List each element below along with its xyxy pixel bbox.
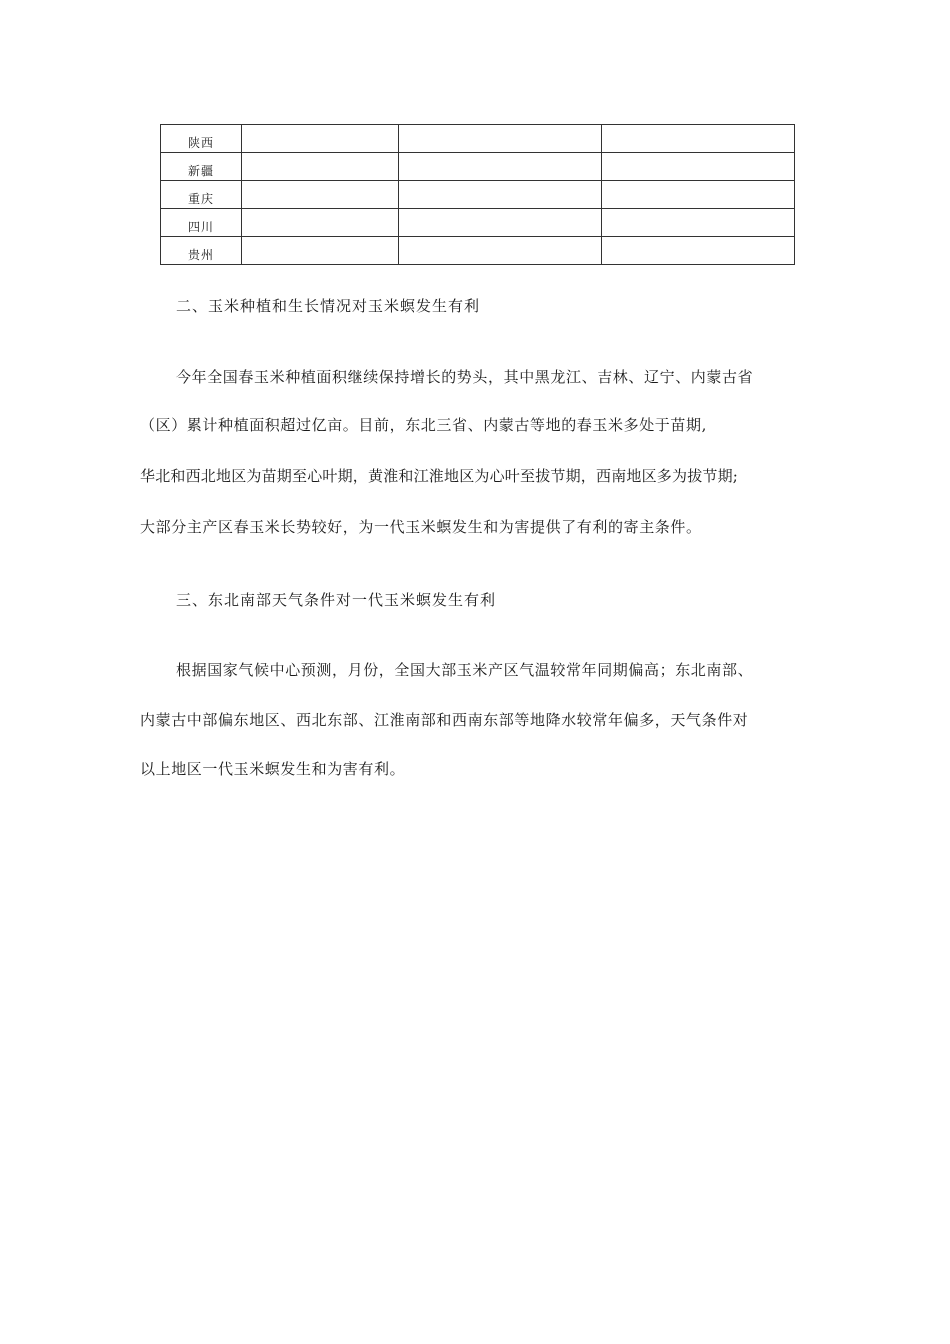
paragraph-line: （区）累计种植面积超过亿亩。目前，东北三省、内蒙古等地的春玉米多处于苗期, xyxy=(140,416,707,434)
region-cell: 重庆 xyxy=(161,181,242,209)
table-cell xyxy=(242,209,399,237)
paragraph-line: 以上地区一代玉米螟发生和为害有利。 xyxy=(140,760,406,778)
table-row xyxy=(161,237,795,265)
paragraph-line: 今年全国春玉米种植面积继续保持增长的势头，其中黑龙江、吉林、辽宁、内蒙古省 xyxy=(176,368,754,386)
paragraph-line: 内蒙古中部偏东地区、西北东部、江淮南部和西南东部等地降水较常年偏多，天气条件对 xyxy=(140,711,749,729)
table-cell xyxy=(242,237,399,265)
paragraph-line: 大部分主产区春玉米长势较好，为一代玉米螟发生和为害提供了有利的寄主条件。 xyxy=(140,518,702,536)
region-cell: 贵州 xyxy=(161,237,242,265)
table-cell xyxy=(602,209,795,237)
table-cell xyxy=(399,209,602,237)
table-cell xyxy=(242,125,399,153)
region-cell: 新疆 xyxy=(161,153,242,181)
table-row xyxy=(161,125,795,153)
table-cell xyxy=(399,181,602,209)
table-cell xyxy=(602,125,795,153)
paragraph-line: 华北和西北地区为苗期至心叶期，黄淮和江淮地区为心叶至拔节期，西南地区多为拔节期; xyxy=(140,467,739,485)
section-3-heading: 三、东北南部天气条件对一代玉米螟发生有利 xyxy=(176,591,497,609)
table-cell xyxy=(399,125,602,153)
table-row xyxy=(161,153,795,181)
table-cell xyxy=(242,153,399,181)
table-row xyxy=(161,181,795,209)
section-2-heading: 二、玉米种植和生长情况对玉米螟发生有利 xyxy=(176,297,481,315)
region-cell: 四川 xyxy=(161,209,242,237)
table-cell xyxy=(602,181,795,209)
region-table xyxy=(160,124,795,265)
table-cell xyxy=(399,237,602,265)
paragraph-line: 根据国家气候中心预测，月份，全国大部玉米产区气温较常年同期偏高；东北南部、 xyxy=(176,661,754,679)
table-cell xyxy=(399,153,602,181)
table-cell xyxy=(242,181,399,209)
table-row xyxy=(161,209,795,237)
table-cell xyxy=(602,237,795,265)
region-cell: 陕西 xyxy=(161,125,242,153)
table-cell xyxy=(602,153,795,181)
